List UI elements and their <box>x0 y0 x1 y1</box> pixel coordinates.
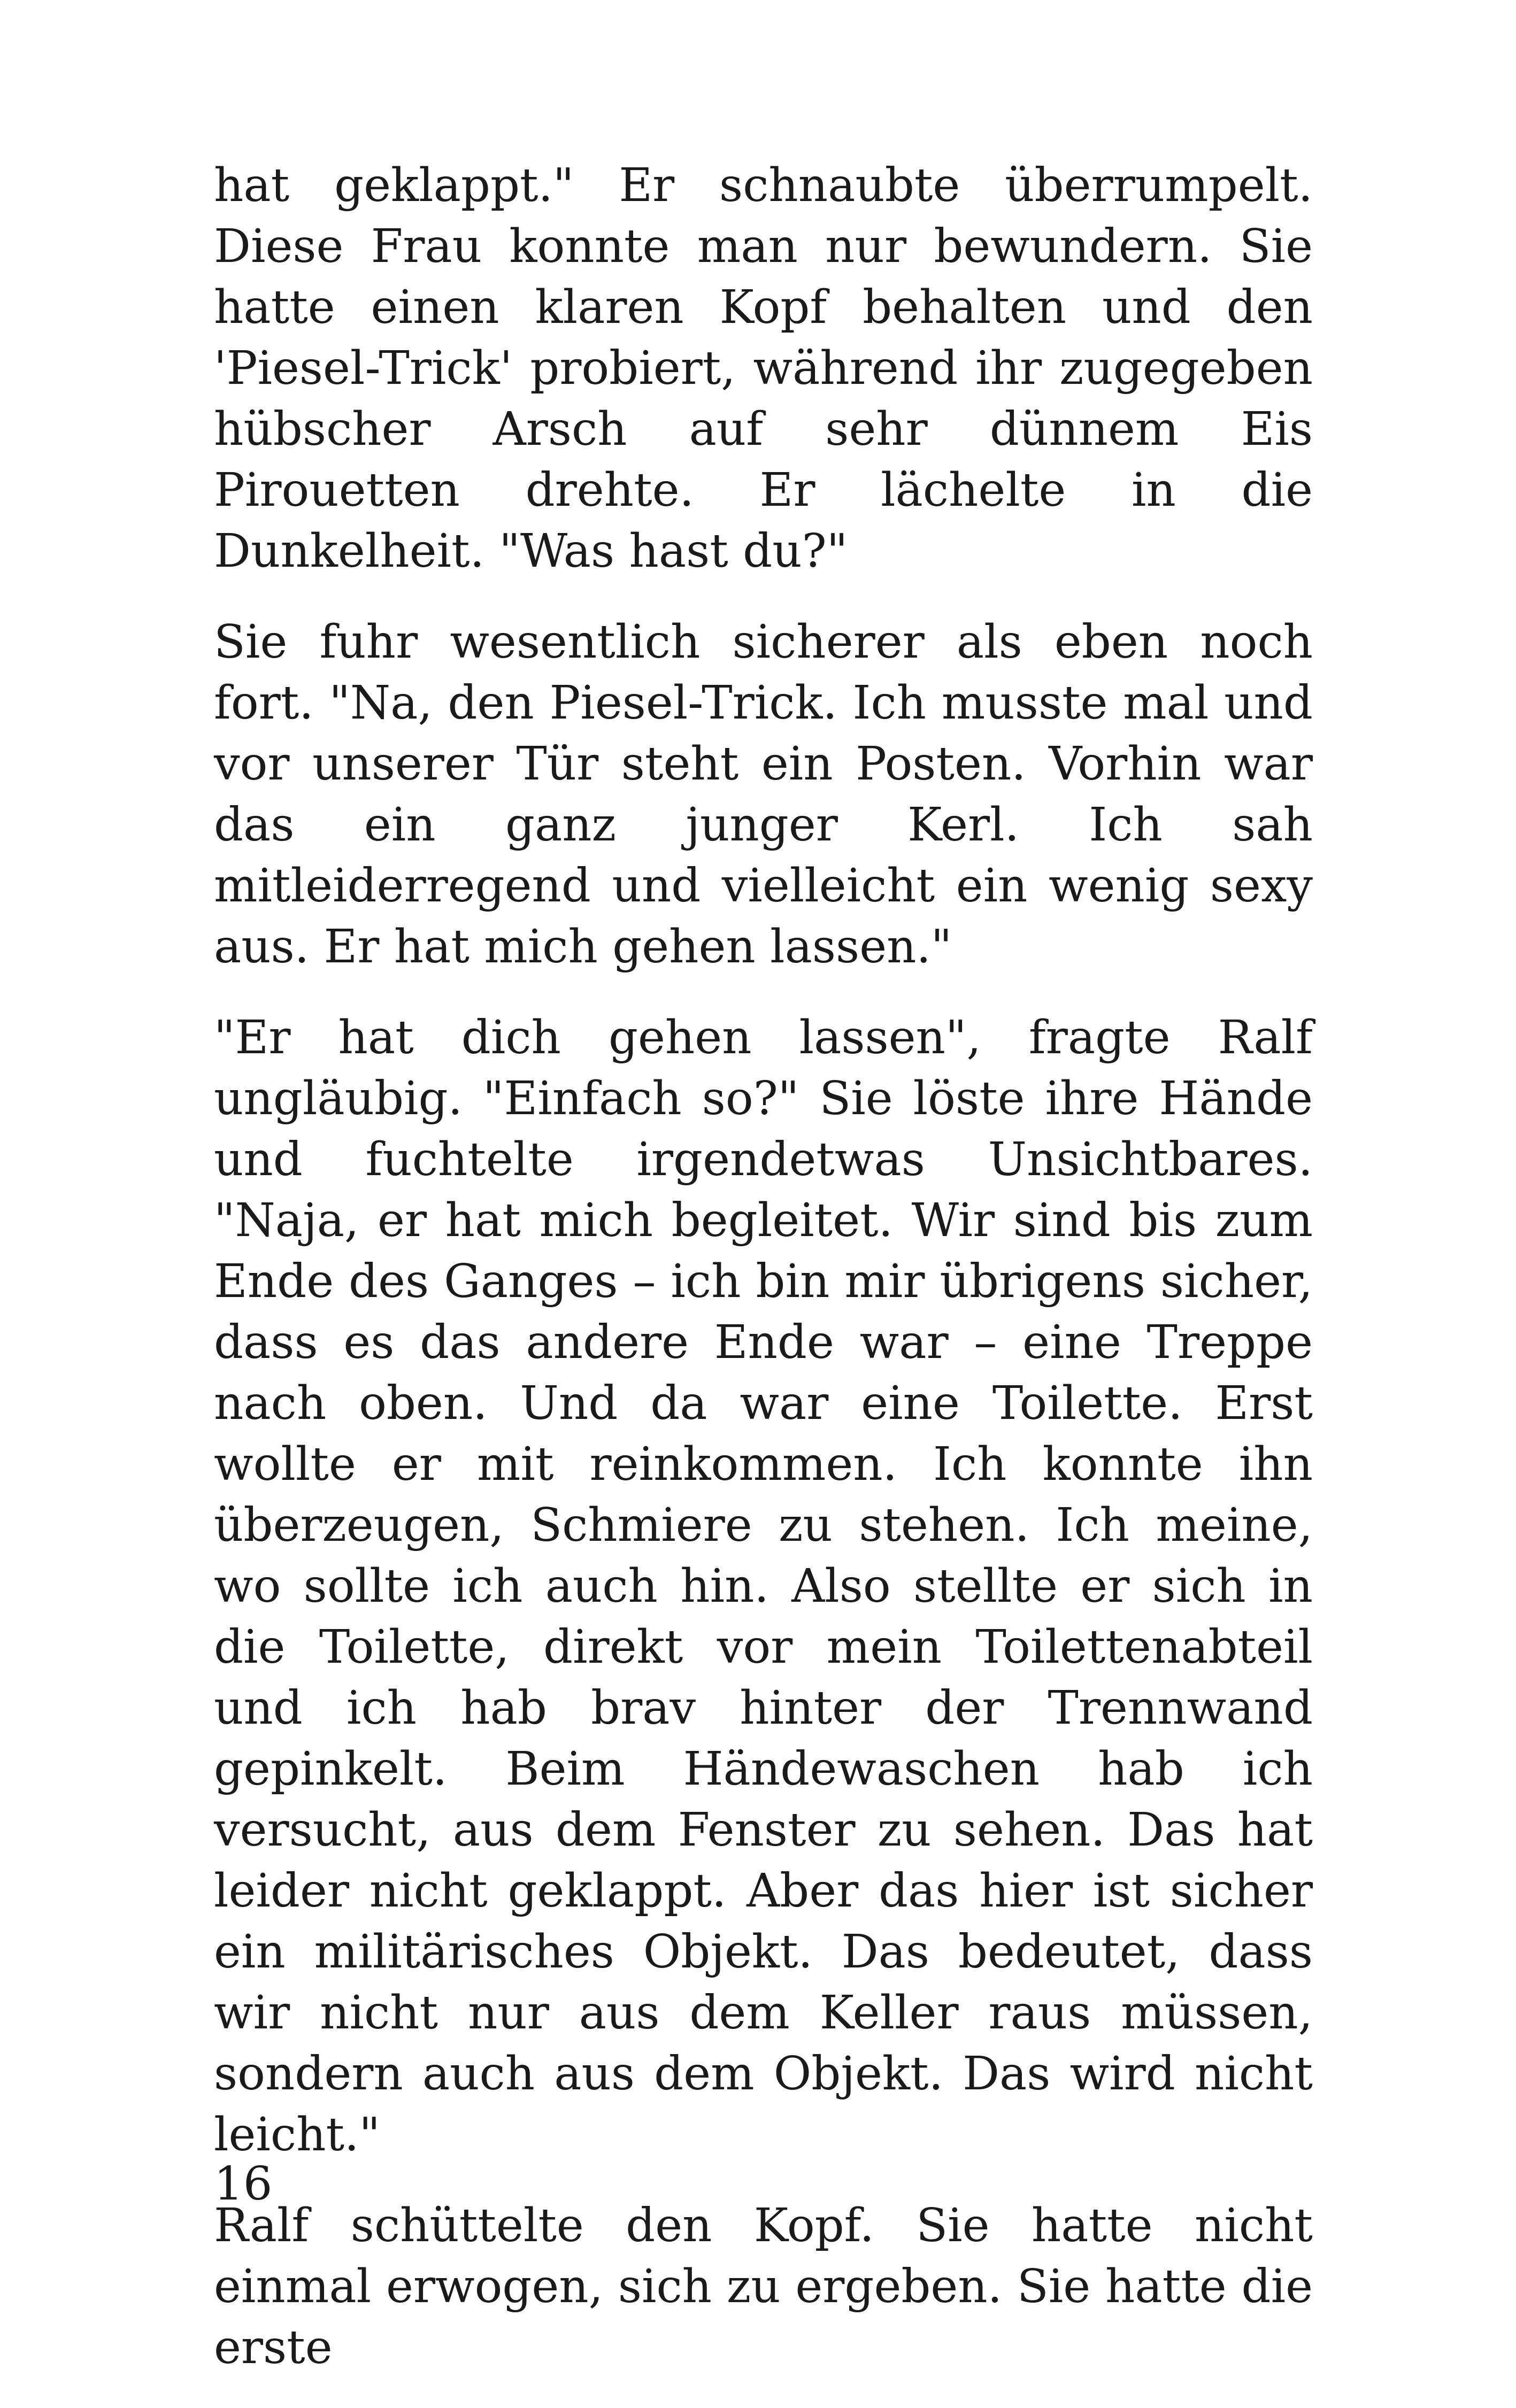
body-text <box>214 155 1313 2408</box>
page-number: 16 <box>214 2157 273 2211</box>
paragraph-1: hat geklappt." Er schnaubte überrumpelt. Diese Frau konnte man nur bewundern. Sie hatte einen klaren Kopf behalten und den 'Piesel-Trick' probiert, während ihr zugegeben hübscher Arsch auf sehr dünnem Eis Pirouetten drehte. Er lächelte in die Dunkelheit. "Was hast du?" <box>214 159 1313 578</box>
paragraph-3: "Er hat dich gehen lassen", fragte Ralf ungläubig. "Einfach so?" Sie löste ihre Hände und fuchtelte irgendetwas Unsichtbares. "Naja, er hat mich begleitet. Wir sind bis zum Ende des Ganges – ich bin mir übrigens sicher, dass es das andere Ende war – eine Treppe nach oben. Und da war eine Toilette. Erst wollte er mit reinkommen. Ich konnte ihn überzeugen, Schmiere zu stehen. Ich meine, wo sollte ich auch hin. Also stellte er sich in die Toilette, direkt vor mein Toilettenabteil und ich hab brav hinter der Trennwand gepinkelt. Beim Händewaschen hab ich versucht, aus dem Fenster zu sehen. Das hat leider nicht geklappt. Aber das hier ist sicher ein militärisches Objekt. Das bedeutet, dass wir nicht nur aus dem Keller raus müssen, sondern auch aus dem Objekt. Das wird nicht leicht." <box>214 1011 1313 2162</box>
paragraph-4: Ralf schüttelte den Kopf. Sie hatte nicht einmal erwogen, sich zu ergeben. Sie hatte die erste <box>214 2199 1313 2374</box>
paragraph-2: Sie fuhr wesentlich sicherer als eben noch fort. "Na, den Piesel-Trick. Ich musste mal und vor unserer Tür steht ein Posten. Vorhin war das ein ganz junger Kerl. Ich sah mitleiderregend und vielleicht ein wenig sexy aus. Er hat mich gehen lassen." <box>214 615 1313 974</box>
